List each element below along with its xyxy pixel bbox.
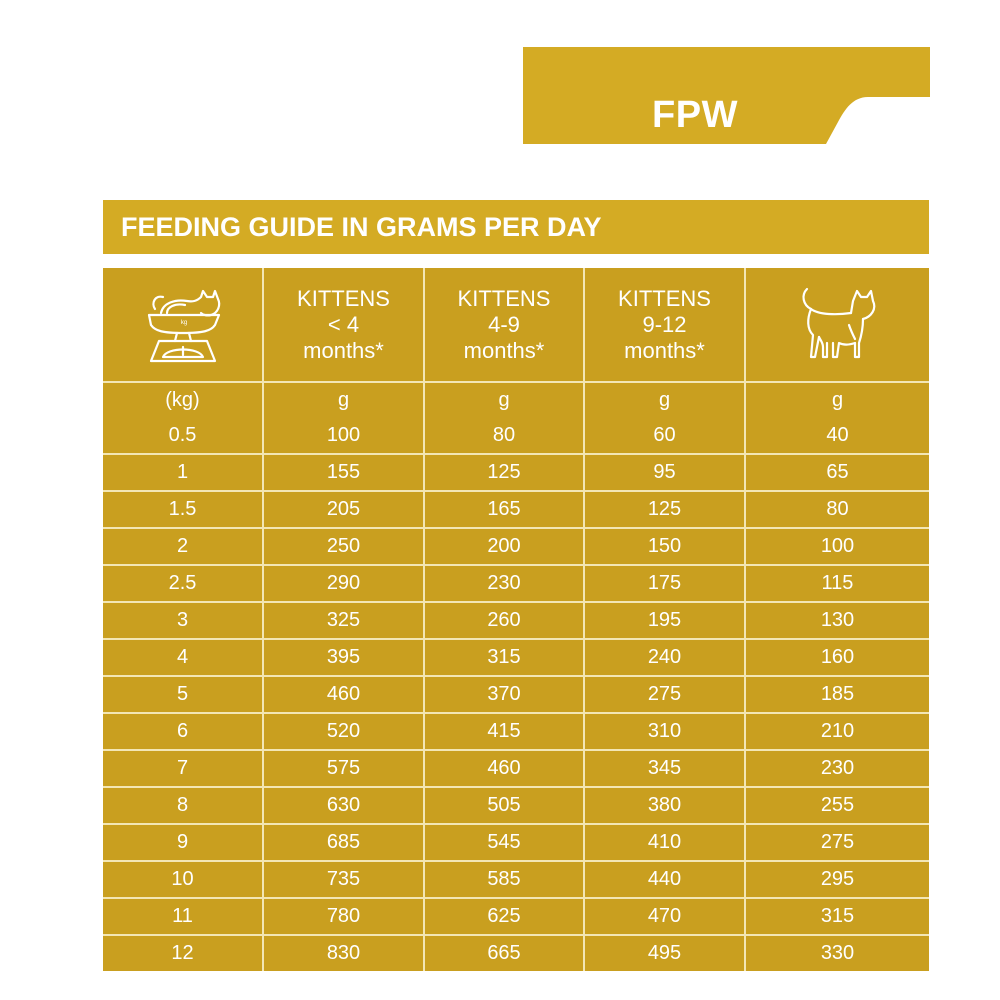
adult-header-cell: [745, 268, 929, 382]
weight-cell: 3: [103, 602, 263, 639]
grams-cell: 125: [424, 454, 584, 491]
grams-cell: 100: [263, 418, 424, 454]
weight-cell: 2: [103, 528, 263, 565]
grams-cell: 370: [424, 676, 584, 713]
grams-cell: 185: [745, 676, 929, 713]
table-row: [103, 676, 929, 713]
adult-cat-icon: [793, 285, 883, 365]
grams-cell: 310: [584, 713, 745, 750]
grams-cell: 240: [584, 639, 745, 676]
table-row: [103, 713, 929, 750]
kittens-4-9-header: [424, 268, 584, 382]
weight-cell: 12: [103, 935, 263, 971]
grams-cell: 260: [424, 602, 584, 639]
grams-cell: 80: [424, 418, 584, 454]
weight-header-cell: [103, 268, 263, 382]
grams-cell: 395: [263, 639, 424, 676]
table-row: [103, 787, 929, 824]
col2-line1: KITTENS: [457, 285, 551, 311]
feeding-guide-title: [103, 200, 929, 254]
col1-line3: months*: [303, 337, 384, 363]
weight-cell: 5: [103, 676, 263, 713]
col3-line1: KITTENS: [618, 285, 711, 311]
grams-cell: 325: [263, 602, 424, 639]
grams-cell: 735: [263, 861, 424, 898]
weight-cell: 1.5: [103, 491, 263, 528]
table-row: [103, 935, 929, 971]
weight-cell: 2.5: [103, 565, 263, 602]
grams-cell: 625: [424, 898, 584, 935]
grams-cell: 230: [745, 750, 929, 787]
grams-cell: 65: [745, 454, 929, 491]
units-row: [103, 382, 929, 417]
grams-cell: 470: [584, 898, 745, 935]
table-row: [103, 528, 929, 565]
grams-cell: 440: [584, 861, 745, 898]
cat-on-scale-icon: [141, 283, 225, 367]
grams-cell: 160: [745, 639, 929, 676]
units-cell: g: [424, 382, 584, 417]
col2-line2: 4-9: [488, 311, 520, 337]
table-row: [103, 418, 929, 454]
grams-cell: 290: [263, 565, 424, 602]
grams-cell: 495: [584, 935, 745, 971]
grams-cell: 175: [584, 565, 745, 602]
grams-cell: 155: [263, 454, 424, 491]
grams-cell: 410: [584, 824, 745, 861]
grams-cell: 345: [584, 750, 745, 787]
grams-cell: 330: [745, 935, 929, 971]
table-row: [103, 454, 929, 491]
weight-cell: 0.5: [103, 418, 263, 454]
product-code-tab: [523, 47, 930, 144]
table-row: [103, 824, 929, 861]
grams-cell: 165: [424, 491, 584, 528]
feeding-guide-title-text: FEEDING GUIDE IN GRAMS PER DAY: [121, 211, 602, 242]
grams-cell: 150: [584, 528, 745, 565]
table-row: [103, 491, 929, 528]
units-cell: (kg): [103, 382, 263, 417]
grams-cell: 460: [424, 750, 584, 787]
units-cell: g: [263, 382, 424, 417]
svg-text:kg: kg: [180, 319, 187, 326]
grams-cell: 130: [745, 602, 929, 639]
weight-cell: 7: [103, 750, 263, 787]
units-cell: g: [584, 382, 745, 417]
units-cell: g: [745, 382, 929, 417]
table-row: [103, 639, 929, 676]
col1-line1: KITTENS: [297, 285, 390, 311]
feeding-table: [103, 268, 929, 971]
grams-cell: 200: [424, 528, 584, 565]
grams-cell: 415: [424, 713, 584, 750]
grams-cell: 275: [745, 824, 929, 861]
grams-cell: 125: [584, 491, 745, 528]
grams-cell: 295: [745, 861, 929, 898]
grams-cell: 250: [263, 528, 424, 565]
weight-cell: 11: [103, 898, 263, 935]
table-row: [103, 602, 929, 639]
kittens-9-12-header: [584, 268, 745, 382]
grams-cell: 585: [424, 861, 584, 898]
grams-cell: 275: [584, 676, 745, 713]
grams-cell: 315: [424, 639, 584, 676]
grams-cell: 665: [424, 935, 584, 971]
grams-cell: 780: [263, 898, 424, 935]
grams-cell: 380: [584, 787, 745, 824]
grams-cell: 80: [745, 491, 929, 528]
col3-line2: 9-12: [642, 311, 687, 337]
table-row: [103, 565, 929, 602]
kittens-under-4-header: [263, 268, 424, 382]
grams-cell: 100: [745, 528, 929, 565]
col1-line2: < 4: [327, 311, 360, 337]
weight-cell: 10: [103, 861, 263, 898]
grams-cell: 255: [745, 787, 929, 824]
col2-line3: months*: [463, 337, 545, 363]
grams-cell: 230: [424, 565, 584, 602]
grams-cell: 545: [424, 824, 584, 861]
weight-cell: 6: [103, 713, 263, 750]
grams-cell: 205: [263, 491, 424, 528]
table-row: [103, 898, 929, 935]
table-row: [103, 750, 929, 787]
grams-cell: 60: [584, 418, 745, 454]
grams-cell: 505: [424, 787, 584, 824]
grams-cell: 520: [263, 713, 424, 750]
weight-cell: 9: [103, 824, 263, 861]
grams-cell: 95: [584, 454, 745, 491]
table-row: [103, 861, 929, 898]
weight-cell: 8: [103, 787, 263, 824]
grams-cell: 630: [263, 787, 424, 824]
grams-cell: 195: [584, 602, 745, 639]
grams-cell: 460: [263, 676, 424, 713]
weight-cell: 4: [103, 639, 263, 676]
table-header-row: [103, 268, 929, 382]
product-code-label: FPW: [652, 94, 738, 136]
col3-line3: months*: [624, 337, 705, 363]
grams-cell: 830: [263, 935, 424, 971]
grams-cell: 40: [745, 418, 929, 454]
feeding-table-container: [103, 268, 929, 971]
weight-cell: 1: [103, 454, 263, 491]
grams-cell: 210: [745, 713, 929, 750]
grams-cell: 315: [745, 898, 929, 935]
grams-cell: 115: [745, 565, 929, 602]
grams-cell: 575: [263, 750, 424, 787]
grams-cell: 685: [263, 824, 424, 861]
